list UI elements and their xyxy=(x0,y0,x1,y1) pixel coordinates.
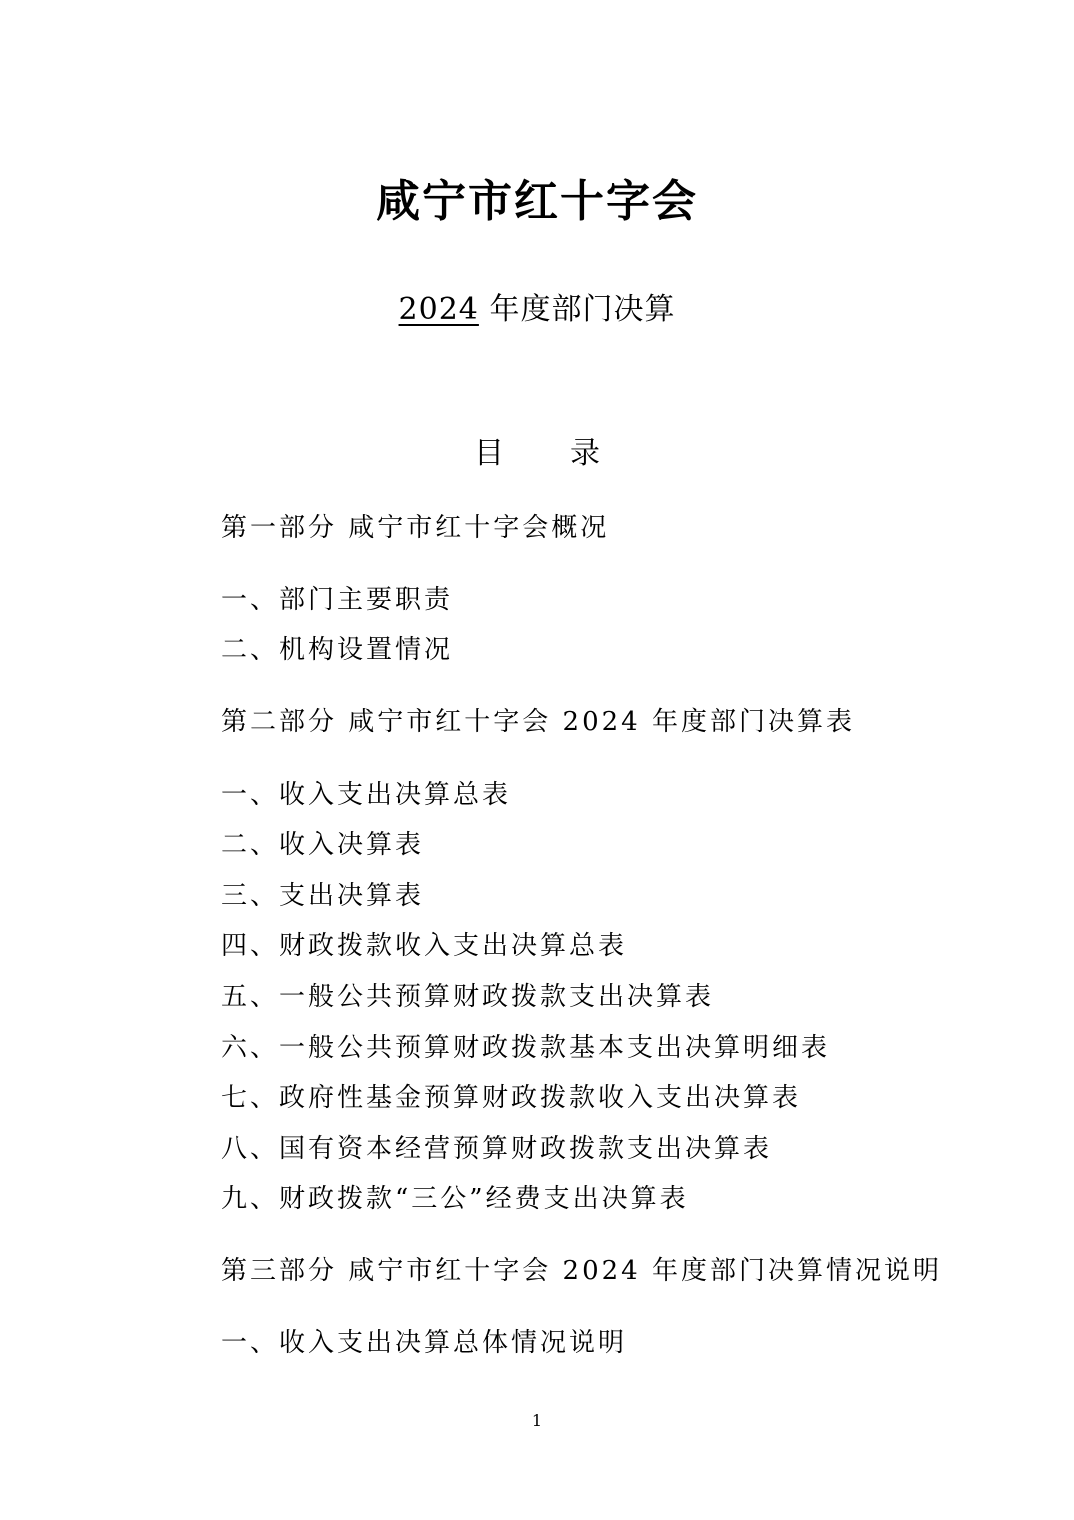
toc-item: 四、财政拨款收入支出决算总表 xyxy=(221,931,628,961)
page-number: 1 xyxy=(531,1411,543,1430)
toc-item: 三、支出决算表 xyxy=(221,881,425,911)
toc-item: 八、国有资本经营预算财政拨款支出决算表 xyxy=(221,1134,773,1164)
toc-item: 二、机构设置情况 xyxy=(221,635,454,665)
subtitle-text: 年度部门决算 xyxy=(489,292,676,327)
toc-part-3: 第三部分 咸宁市红十字会 2024 年度部门决算情况说明 xyxy=(221,1256,942,1286)
toc-item: 一、收入支出决算总体情况说明 xyxy=(221,1328,628,1358)
document-subtitle xyxy=(0,288,1074,332)
toc-item: 六、一般公共预算财政拨款基本支出决算明细表 xyxy=(221,1033,831,1063)
toc-part-2: 第二部分 咸宁市红十字会 2024 年度部门决算表 xyxy=(221,707,855,737)
toc-heading-right: 录 xyxy=(570,436,600,471)
toc-heading xyxy=(474,432,600,476)
subtitle-year: 2024 xyxy=(398,292,479,327)
toc-item: 一、收入支出决算总表 xyxy=(221,780,512,810)
toc-item: 九、财政拨款“三公”经费支出决算表 xyxy=(221,1184,689,1214)
toc-item: 七、政府性基金预算财政拨款收入支出决算表 xyxy=(221,1083,802,1113)
toc-heading-left: 目 xyxy=(474,436,504,471)
toc-part-1: 第一部分 咸宁市红十字会概况 xyxy=(221,513,610,543)
document-title: 咸宁市红十字会 xyxy=(376,176,698,227)
toc-item: 二、收入决算表 xyxy=(221,830,425,860)
toc-item: 一、部门主要职责 xyxy=(221,585,454,615)
toc-item: 五、一般公共预算财政拨款支出决算表 xyxy=(221,982,715,1012)
